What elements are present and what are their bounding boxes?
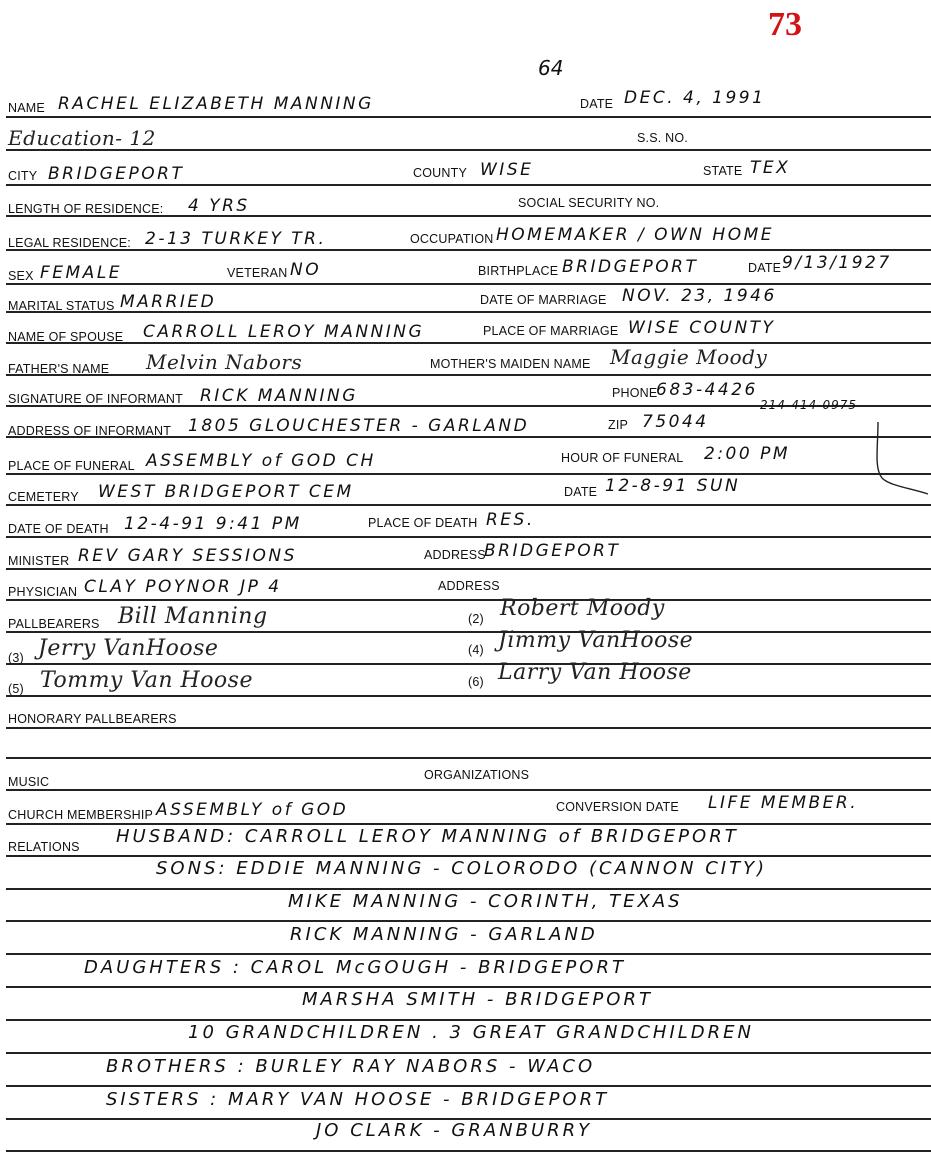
funeral-place-label: PLACE OF FUNERAL	[8, 459, 135, 473]
phone-label: PHONE	[612, 386, 658, 400]
relation-line: SONS: EDDIE MANNING - COLORODO (CANNON CITY)	[156, 858, 768, 879]
rule-line	[6, 249, 931, 251]
rule-line	[6, 536, 931, 538]
cemetery-date-value: 12-8-91 SUN	[605, 476, 741, 496]
pallbearer-2-number: (2)	[468, 612, 484, 626]
date-value: DEC. 4, 1991	[624, 88, 766, 108]
birth-date-label: DATE	[748, 261, 782, 275]
cemetery-value: WEST BRIDGEPORT CEM	[98, 482, 354, 502]
marriage-date-label: DATE OF MARRIAGE	[480, 293, 607, 307]
relations-label: RELATIONS	[8, 840, 80, 854]
cemetery-label: CEMETERY	[8, 490, 79, 504]
cemetery-date-label: DATE	[564, 485, 598, 499]
rule-line	[6, 663, 931, 665]
relation-line: BROTHERS : BURLEY RAY NABORS - WACO	[106, 1056, 596, 1077]
education-value: Education- 12	[8, 126, 156, 150]
occupation-label: OCCUPATION	[410, 232, 494, 246]
relation-line: JO CLARK - GRANBURRY	[316, 1120, 593, 1141]
pallbearer-3-number: (3)	[8, 651, 24, 665]
phone-value: 683-4426	[656, 380, 758, 400]
birth-date-value: 9/13/1927	[782, 253, 892, 273]
minister-address-label: ADDRESS	[424, 548, 486, 562]
relation-line: RICK MANNING - GARLAND	[290, 924, 598, 945]
legal-residence-value: 2-13 TURKEY TR.	[145, 229, 327, 249]
rule-line	[6, 986, 931, 988]
death-date-label: DATE OF DEATH	[8, 522, 109, 536]
relation-line: 10 GRANDCHILDREN . 3 GREAT GRANDCHILDREN	[188, 1022, 754, 1043]
relation-line: HUSBAND: CARROLL LEROY MANNING of BRIDGEPORT	[116, 826, 739, 847]
ss-no-label: S.S. NO.	[637, 131, 688, 145]
rule-line	[6, 823, 931, 825]
marriage-place-label: PLACE OF MARRIAGE	[483, 324, 619, 338]
pallbearer-5: Tommy Van Hoose	[40, 668, 253, 693]
pallbearer-6: Larry Van Hoose	[498, 660, 692, 685]
zip-label: ZIP	[608, 418, 629, 432]
county-value: WISE	[480, 160, 534, 180]
page-number: 73	[768, 6, 802, 43]
rule-line	[6, 116, 931, 118]
phone-alt-value: 214-414-0975	[760, 398, 858, 412]
rule-line	[6, 757, 931, 759]
veteran-value: NO	[290, 260, 322, 280]
death-place-label: PLACE OF DEATH	[368, 516, 478, 530]
marriage-place-value: WISE COUNTY	[628, 318, 776, 338]
rule-line	[6, 184, 931, 186]
city-label: CITY	[8, 169, 38, 183]
organizations-label: ORGANIZATIONS	[424, 768, 530, 782]
residence-value: 4 YRS	[188, 196, 250, 216]
rule-line	[6, 473, 931, 475]
pallbearer-5-number: (5)	[8, 682, 24, 696]
rule-line	[6, 920, 931, 922]
state-label: STATE	[703, 164, 743, 178]
marital-status-value: MARRIED	[120, 292, 217, 312]
relation-line: SISTERS : MARY VAN HOOSE - BRIDGEPORT	[106, 1089, 610, 1110]
zip-value: 75044	[642, 412, 709, 432]
marriage-date-value: NOV. 23, 1946	[622, 286, 777, 306]
church-membership-value: ASSEMBLY of GOD	[156, 800, 349, 820]
minister-address-value: BRIDGEPORT	[484, 541, 621, 561]
father-name-value: Melvin Nabors	[146, 350, 303, 374]
spouse-label: NAME OF SPOUSE	[8, 330, 124, 344]
informant-address-value: 1805 GLOUCHESTER - GARLAND	[188, 416, 530, 436]
conversion-date-value: LIFE MEMBER.	[708, 793, 859, 813]
relation-line: MIKE MANNING - CORINTH, TEXAS	[288, 891, 683, 912]
pallbearer-4-number: (4)	[468, 643, 484, 657]
rule-line	[6, 695, 931, 697]
birthplace-value: BRIDGEPORT	[562, 257, 699, 277]
pallbearer-1: Bill Manning	[118, 604, 268, 629]
rule-line	[6, 953, 931, 955]
informant-label: SIGNATURE OF INFORMANT	[8, 392, 183, 406]
church-membership-label: CHURCH MEMBERSHIP	[8, 808, 154, 822]
funeral-hour-label: HOUR OF FUNERAL	[561, 451, 684, 465]
death-date-value: 12-4-91 9:41 PM	[124, 514, 302, 534]
marital-status-label: MARITAL STATUS	[8, 299, 115, 313]
rule-line	[6, 283, 931, 285]
pallbearer-2: Robert Moody	[500, 596, 665, 621]
legal-residence-label: LEGAL RESIDENCE:	[8, 236, 131, 250]
veteran-label: VETERAN	[227, 266, 288, 280]
rule-line	[6, 631, 931, 633]
rule-line	[6, 1085, 931, 1087]
spouse-value: CARROLL LEROY MANNING	[143, 322, 425, 342]
occupation-value: HOMEMAKER / OWN HOME	[496, 225, 774, 245]
mother-maiden-name-label: MOTHER'S MAIDEN NAME	[430, 357, 591, 371]
sex-label: SEX	[8, 269, 34, 283]
informant-value: RICK MANNING	[200, 386, 358, 406]
physician-value: CLAY POYNOR JP 4	[84, 577, 282, 597]
pallbearer-6-number: (6)	[468, 675, 484, 689]
top-note: 64	[538, 56, 564, 80]
honorary-pallbearers-label: HONORARY PALLBEARERS	[8, 712, 177, 726]
physician-label: PHYSICIAN	[8, 585, 78, 599]
residence-label: LENGTH OF RESIDENCE:	[8, 202, 164, 216]
rule-line	[6, 888, 931, 890]
sex-value: FEMALE	[40, 263, 123, 283]
date-label: DATE	[580, 97, 614, 111]
relation-line: DAUGHTERS : CAROL McGOUGH - BRIDGEPORT	[84, 957, 626, 978]
rule-line	[6, 1052, 931, 1054]
pallbearers-label: PALLBEARERS	[8, 617, 100, 631]
rule-line	[6, 599, 931, 601]
physician-address-label: ADDRESS	[438, 579, 500, 593]
rule-line	[6, 727, 931, 729]
informant-address-label: ADDRESS OF INFORMANT	[8, 424, 172, 438]
rule-line	[6, 568, 931, 570]
city-value: BRIDGEPORT	[48, 164, 185, 184]
conversion-date-label: CONVERSION DATE	[556, 800, 679, 814]
social-security-label: SOCIAL SECURITY NO.	[518, 196, 660, 210]
name-value: RACHEL ELIZABETH MANNING	[58, 94, 374, 114]
father-name-label: FATHER'S NAME	[8, 362, 110, 376]
rule-line	[6, 374, 931, 376]
rule-line	[6, 504, 931, 506]
birthplace-label: BIRTHPLACE	[478, 264, 559, 278]
rule-line	[6, 789, 931, 791]
margin-bracket-mark	[860, 418, 930, 498]
minister-label: MINISTER	[8, 554, 70, 568]
rule-line	[6, 1150, 931, 1152]
funeral-hour-value: 2:00 PM	[704, 444, 790, 464]
state-value: TEX	[750, 158, 791, 178]
mother-maiden-name-value: Maggie Moody	[610, 345, 768, 369]
music-label: MUSIC	[8, 775, 50, 789]
county-label: COUNTY	[413, 166, 467, 180]
pallbearer-4: Jimmy VanHoose	[498, 628, 694, 653]
death-place-value: RES.	[486, 510, 535, 530]
name-label: NAME	[8, 101, 45, 115]
rule-line	[6, 1019, 931, 1021]
minister-value: REV GARY SESSIONS	[78, 546, 297, 566]
pallbearer-3: Jerry VanHoose	[38, 636, 219, 661]
funeral-place-value: ASSEMBLY of GOD CH	[146, 451, 376, 471]
rule-line	[6, 855, 931, 857]
rule-line	[6, 342, 931, 344]
relation-line: MARSHA SMITH - BRIDGEPORT	[302, 989, 653, 1010]
